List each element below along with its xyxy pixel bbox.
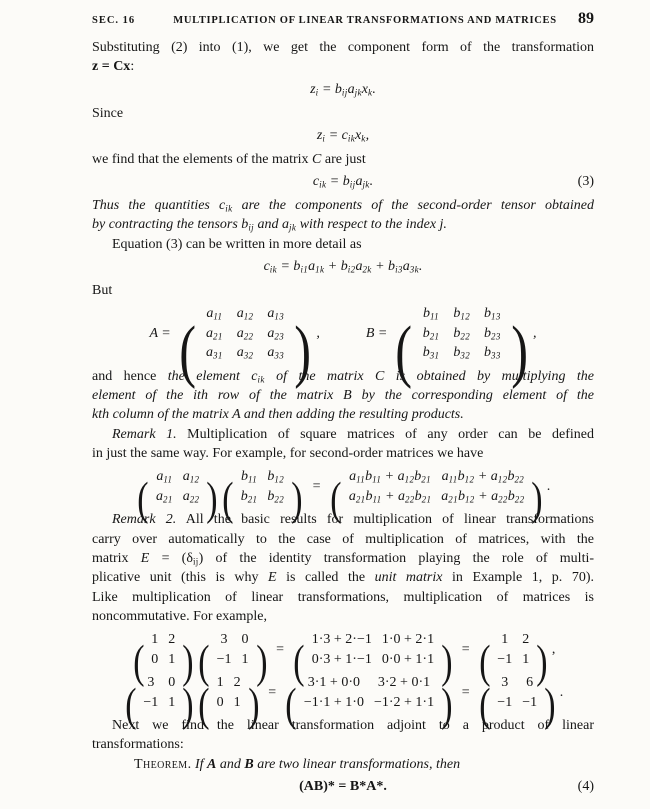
equation-body: (AB)* = B*A*. bbox=[299, 779, 387, 795]
matrix-row bbox=[151, 487, 204, 507]
paragraph-substituting bbox=[92, 38, 594, 77]
equation-number: (3) bbox=[577, 174, 594, 190]
matrix-cell: 6 bbox=[526, 675, 534, 691]
separator-comma: , bbox=[533, 325, 537, 341]
text-line: carry over automatically to the case of multiplication of matrices, with the bbox=[92, 531, 594, 547]
matrix-cell: 3·1 + 0·0 bbox=[307, 675, 360, 691]
matrix-cell: $b_{21}$ bbox=[422, 325, 440, 342]
running-head bbox=[92, 10, 594, 28]
matrix-cell: $b_{22}$ bbox=[267, 488, 285, 505]
matrix-cell: $a_{12}$ bbox=[182, 469, 200, 485]
matrix-a-label: A = bbox=[149, 325, 171, 341]
text-line: Remark 2. All the basic results for multiplication of linear transformations bbox=[112, 512, 594, 528]
text-line: kth column of the matrix A and then adding the resulting products. bbox=[92, 407, 464, 423]
matrix-cell: $a_{13}$ bbox=[267, 306, 285, 322]
matrix-cell: −1 bbox=[497, 694, 513, 710]
matrix-row bbox=[212, 673, 246, 693]
matrix-cell: 1 bbox=[168, 651, 176, 667]
equals-sign: = bbox=[311, 478, 322, 494]
matrix-cell: −1·1 + 1·0 bbox=[303, 694, 364, 710]
matrix-row bbox=[236, 467, 289, 487]
matrix-row bbox=[212, 693, 246, 713]
paragraph-detail-intro bbox=[92, 235, 594, 254]
matrix-cell: $a_{22}$ bbox=[236, 325, 254, 342]
paragraph-thus bbox=[92, 196, 594, 235]
matrix-cell: $a_{11}$ bbox=[156, 469, 173, 485]
matrix-cell: −1 bbox=[143, 694, 159, 710]
but-label: But bbox=[92, 283, 113, 299]
matrix-cell: $b_{33}$ bbox=[484, 345, 501, 361]
matrix-cell: $a_{21}$ bbox=[156, 488, 173, 505]
matrix-grid bbox=[138, 673, 180, 712]
matrix-grid bbox=[307, 630, 439, 669]
text-line: z = Cx: bbox=[92, 59, 135, 75]
text-line: noncommutative. For example, bbox=[92, 608, 267, 624]
matrix-cell: 0 bbox=[241, 632, 249, 648]
matrix-cell: $a_{11}b_{11} + a_{12}b_{21}$ bbox=[349, 469, 431, 485]
matrix-cell: 2 bbox=[522, 632, 530, 648]
equation-component-form bbox=[92, 80, 594, 100]
matrix-cell: 0 bbox=[168, 675, 176, 691]
equals-sign: = bbox=[268, 684, 277, 700]
matrix-cell: $b_{13}$ bbox=[484, 306, 501, 322]
matrix-row bbox=[416, 324, 508, 344]
matrix-cell: $a_{23}$ bbox=[267, 325, 285, 342]
text-line: plicative unit (this is why E is called the unit matrix in Example 1, p. 70). bbox=[92, 570, 594, 586]
matrix-A: ( $a_{11}$ $a_{12}$ $a_{13}$ $a_{21}$ $a_{22}$ $a_{23}$ $a_{31}$ $a_{32}$ $a_{33}$ ) bbox=[178, 306, 312, 390]
matrix-cell: $b_{22}$ bbox=[453, 325, 471, 342]
matrix-n1: ( 1 2 0 1 ) bbox=[132, 632, 194, 688]
matrix-cell: $b_{21}$ bbox=[240, 488, 258, 505]
text-line: Like multiplication of linear transformations, multiplication of matrices is bbox=[92, 589, 594, 605]
matrix-row bbox=[146, 630, 180, 650]
matrix-cell: 1 bbox=[233, 694, 241, 710]
matrix-cell: $a_{33}$ bbox=[267, 345, 285, 361]
matrix-cell: 1 bbox=[216, 675, 224, 691]
matrix-b-label: B = bbox=[365, 325, 388, 341]
matrix-row bbox=[151, 467, 204, 487]
matrix-grid bbox=[146, 630, 180, 669]
text-line: matrix $E = (\delta_{ij})$ of the identity transformation playing the role of multi- bbox=[92, 550, 595, 567]
matrix-cell: $b_{11}$ bbox=[423, 306, 440, 322]
paragraph-elements bbox=[92, 150, 594, 169]
matrix-cell: $a_{21}b_{12} + a_{22}b_{22}$ bbox=[441, 488, 525, 505]
matrix-cell: $b_{12}$ bbox=[453, 306, 471, 322]
matrix-row bbox=[138, 673, 180, 693]
matrix-cell: $b_{31}$ bbox=[422, 345, 440, 361]
matrix-cell: −1 bbox=[216, 651, 232, 667]
matrix-row bbox=[344, 487, 530, 507]
equation-3 bbox=[92, 172, 594, 192]
matrix-row bbox=[492, 650, 534, 670]
matrix-row bbox=[492, 693, 542, 713]
matrix-n5: ( 3 0 −1 1 ) bbox=[124, 675, 194, 731]
paragraph-remark2 bbox=[92, 510, 594, 626]
matrix-b-2x2: ( $b_{11}$ $b_{12}$ $b_{21}$ $b_{22}$ ) bbox=[222, 469, 303, 526]
text-line: Substituting (2) into (1), we get the component form of the transformation bbox=[92, 40, 594, 55]
matrix-grid bbox=[492, 673, 542, 712]
page-number: 89 bbox=[578, 10, 594, 27]
equals-sign: = bbox=[461, 641, 470, 657]
matrix-cell: −1 bbox=[522, 694, 538, 710]
paragraph-remark1 bbox=[92, 425, 594, 464]
matrix-cell: −1·2 + 1·1 bbox=[373, 694, 435, 710]
matrix-cell: 0 bbox=[216, 694, 224, 710]
text-line: Equation (3) can be written in more detail as bbox=[112, 236, 362, 252]
text-line: we find that the elements of the matrix C are just bbox=[92, 151, 366, 167]
matrix-B: ( $b_{11}$ $b_{12}$ $b_{13}$ $b_{21}$ $b_{22}$ $b_{23}$ $b_{31}$ $b_{32}$ $b_{33}$ ) bbox=[395, 306, 528, 390]
matrix-row bbox=[492, 673, 542, 693]
matrix-cell: 1·0 + 2·1 bbox=[381, 632, 435, 648]
matrix-grid bbox=[151, 467, 204, 506]
matrix-row bbox=[299, 673, 439, 693]
theorem-statement bbox=[92, 755, 594, 774]
matrix-row bbox=[492, 630, 534, 650]
matrix-row bbox=[212, 630, 254, 650]
matrix-grid bbox=[492, 630, 534, 669]
matrix-row bbox=[146, 650, 180, 670]
section-label: SEC. 16 bbox=[92, 15, 136, 26]
separator-comma: , bbox=[316, 325, 320, 341]
matrix-cell: $a_{12}$ bbox=[236, 306, 254, 322]
matrix-cell: 3 bbox=[220, 632, 228, 648]
text-line: Remark 1. Multiplication of square matrices of any order can be defined bbox=[112, 426, 594, 442]
matrix-grid bbox=[212, 673, 246, 712]
matrix-row bbox=[307, 630, 439, 650]
text-line: element of the ith row of the matrix B by the corresponding element of the bbox=[92, 388, 594, 404]
page-title: MULTIPLICATION OF LINEAR TRANSFORMATIONS AND MATRICES bbox=[173, 15, 557, 26]
matrix-n8: ( 3 6 −1 −1 ) bbox=[478, 675, 556, 731]
matrix-cell: 0 bbox=[151, 651, 159, 667]
matrix-cell: 1 bbox=[501, 632, 509, 648]
text-line: Thus the quantities $c_{ik}$ are the components of the second-order tensor obtained bbox=[92, 198, 594, 214]
matrix-cell: $b_{23}$ bbox=[484, 325, 501, 342]
matrix-cell: 0·3 + 1·−1 bbox=[311, 651, 372, 667]
period: . bbox=[559, 684, 564, 700]
separator-comma: , bbox=[551, 641, 556, 657]
matrix-row bbox=[138, 693, 180, 713]
text-line: transformations: bbox=[92, 737, 184, 753]
matrix-cell: $a_{32}$ bbox=[236, 345, 254, 361]
equation-body: $c_{ik} = b_{i1}a_{1k} + b_{i2}a_{2k} + b_{i3}a_{3k}$. bbox=[263, 259, 423, 275]
matrix-cell: 1 bbox=[241, 651, 249, 667]
matrix-grid bbox=[299, 673, 439, 712]
theorem-label: Theorem. bbox=[134, 756, 192, 772]
since-label: Since bbox=[92, 105, 124, 121]
matrix-row bbox=[344, 467, 530, 487]
matrix-n7: ( 3·1 + 0·0 3·2 + 0·1 −1·1 + 1·0 −1·2 + 1·1 ) bbox=[285, 675, 453, 731]
matrix-row bbox=[416, 343, 508, 363]
equation-4 bbox=[92, 777, 594, 797]
theorem-text: If A and B are two linear transformations, then bbox=[194, 756, 461, 772]
period: . bbox=[547, 478, 551, 494]
matrix-row bbox=[212, 650, 254, 670]
matrix-row bbox=[199, 324, 291, 344]
equation-z-c bbox=[92, 126, 594, 146]
text-line: in just the same way. For example, for second-order matrices we have bbox=[92, 446, 484, 462]
equation-detail bbox=[92, 257, 594, 277]
equation-body: $c_{ik} = b_{ij}a_{jk}$. bbox=[312, 174, 374, 190]
matrix-cell: −1 bbox=[497, 651, 513, 667]
equation-body: $z_i = b_{ij}a_{jk}x_k$. bbox=[310, 81, 376, 98]
matrix-n6: ( 1 2 0 1 ) bbox=[198, 675, 260, 731]
equation-number: (4) bbox=[577, 779, 594, 795]
matrix-cell: $a_{31}$ bbox=[206, 345, 223, 361]
matrix-cell: $b_{12}$ bbox=[267, 469, 285, 485]
matrix-cell: 1 bbox=[168, 694, 176, 710]
matrix-n4: ( 1 2 −1 1 ) bbox=[478, 632, 548, 688]
matrix-n2: ( 3 0 −1 1 ) bbox=[198, 632, 267, 688]
matrix-grid bbox=[416, 304, 508, 363]
matrix-cell: 1 bbox=[151, 632, 159, 648]
matrix-cell: 1 bbox=[522, 651, 530, 667]
equals-sign: = bbox=[461, 684, 470, 700]
matrix-cell: $a_{21}$ bbox=[206, 325, 223, 342]
matrix-row bbox=[199, 343, 291, 363]
matrix-row bbox=[416, 304, 508, 324]
matrix-cell: $a_{22}$ bbox=[182, 488, 200, 505]
matrix-cell: 0·0 + 1·1 bbox=[381, 651, 435, 667]
matrix-cell: $a_{21}b_{11} + a_{22}b_{21}$ bbox=[348, 488, 432, 505]
matrix-n3: ( 1·3 + 2·−1 1·0 + 2·1 0·3 + 1·−1 0·0 + 1·1 ) bbox=[293, 632, 453, 688]
text-line: by contracting the tensors $b_{ij}$ and $a_{jk}$ with respect to the index j. bbox=[92, 217, 447, 233]
matrix-a-2x2: ( $a_{11}$ $a_{12}$ $a_{21}$ $a_{22}$ ) bbox=[137, 469, 218, 526]
matrix-cell: $b_{32}$ bbox=[453, 345, 471, 361]
paragraph-next bbox=[92, 716, 594, 755]
matrix-cell: 1·3 + 2·−1 bbox=[311, 632, 372, 648]
matrix-cell: $a_{11}$ bbox=[206, 306, 223, 322]
matrix-row bbox=[236, 487, 289, 507]
matrix-grid bbox=[212, 630, 254, 669]
text-line: Next we find the linear transformation adjoint to a product of linear bbox=[112, 718, 594, 734]
matrix-cell: 2 bbox=[168, 632, 176, 648]
matrix-cell: $b_{11}$ bbox=[241, 469, 258, 485]
matrix-cell: $a_{11}b_{12} + a_{12}b_{22}$ bbox=[441, 469, 525, 485]
matrix-cell: 2 bbox=[233, 675, 241, 691]
matrix-grid bbox=[344, 467, 530, 506]
matrix-row bbox=[299, 693, 439, 713]
matrix-cell: 3 bbox=[147, 675, 155, 691]
text-line: and hence the element $c_{ik}$ of the matrix C is obtained by multiplying the bbox=[92, 368, 594, 385]
matrix-grid bbox=[199, 304, 291, 363]
matrix-cell: 3·2 + 0·1 bbox=[377, 675, 431, 691]
matrix-row bbox=[307, 650, 439, 670]
matrix-product-2x2: ( $a_{11}b_{11} + a_{12}b_{21}$ $a_{11}b_{12} + a_{12}b_{22}$ $a_{21}b_{11} + a_{22}b_{21}$ $a_{21}b_{12} + a_{22}b_{22}$ ) bbox=[330, 469, 543, 526]
equation-body: $z_i = c_{ik}x_k$, bbox=[316, 127, 370, 144]
matrix-grid bbox=[236, 467, 289, 506]
equals-sign: = bbox=[276, 641, 285, 657]
matrix-cell: 3 bbox=[501, 675, 509, 691]
matrix-row bbox=[199, 304, 291, 324]
